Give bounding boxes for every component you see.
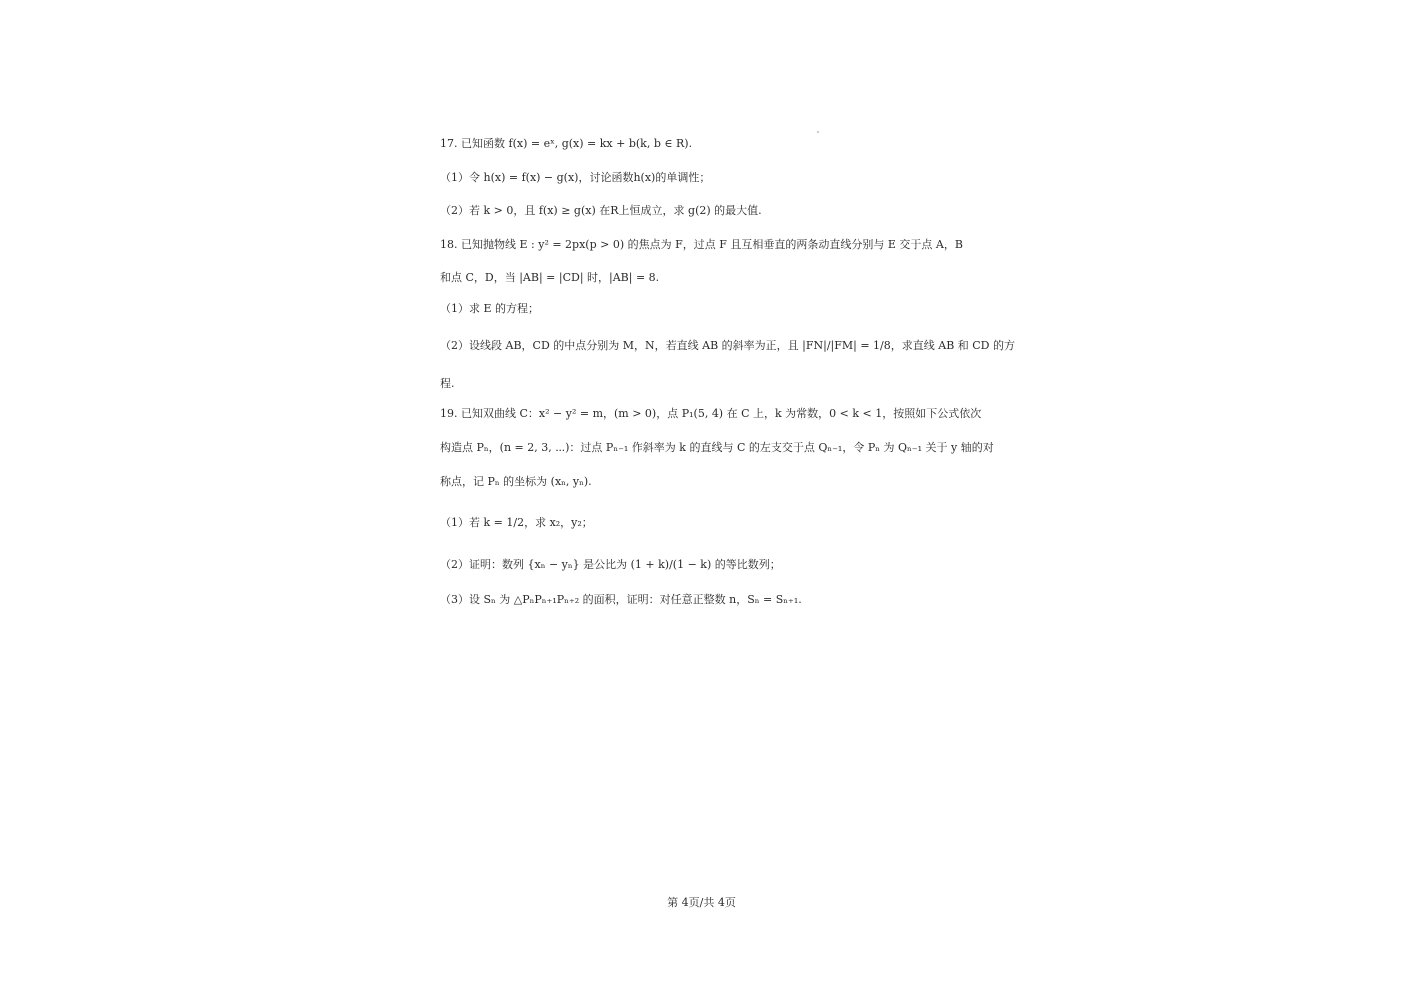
problem-18-part-1: （1）求 E 的方程；: [440, 302, 540, 315]
problem-18-text: 已知抛物线 E : y² = 2px(p > 0) 的焦点为 F，过点 F 且互相垂直的两条动直线分别与 E 交于点 A，B: [461, 238, 963, 251]
problem-18-stem-line-2: 和点 C，D，当 |AB| = |CD| 时，|AB| = 8.: [440, 271, 660, 284]
problem-19-number: 19.: [440, 407, 458, 420]
problem-17-text: 已知函数 f(x) = eˣ, g(x) = kx + b(k, b ∈ R).: [461, 137, 693, 150]
problem-19-part-3: （3）设 Sₙ 为 △PₙPₙ₊₁Pₙ₊₂ 的面积，证明：对任意正整数 n，Sₙ = Sₙ₊₁.: [440, 593, 802, 606]
scan-speck: [817, 131, 819, 133]
problem-17-part-1: （1）令 h(x) = f(x) − g(x)，讨论函数h(x)的单调性；: [440, 171, 711, 184]
problem-19-part-2: （2）证明：数列 {xₙ − yₙ} 是公比为 (1 + k)/(1 − k) 的等比数列；: [440, 558, 781, 571]
problem-18-part-2: （2）设线段 AB，CD 的中点分别为 M，N，若直线 AB 的斜率为正，且 |FN|/|FM| = 1/8，求直线 AB 和 CD 的方: [440, 339, 1016, 352]
page-footer: 第 4页/共 4页: [667, 896, 736, 909]
problem-19-part-1: （1）若 k = 1/2，求 x₂，y₂；: [440, 516, 593, 529]
problem-19-text: 已知双曲线 C：x² − y² = m，(m > 0)，点 P₁(5, 4) 在 C 上，k 为常数，0 < k < 1，按照如下公式依次: [461, 407, 982, 420]
problem-18-stem: [440, 238, 970, 252]
problem-17-stem: [440, 137, 970, 151]
problem-18-number: 18.: [440, 238, 458, 251]
problem-17-part-2: （2）若 k > 0，且 f(x) ≥ g(x) 在R上恒成立，求 g(2) 的最大值.: [440, 204, 762, 217]
problem-19-stem-line-2: 构造点 Pₙ，(n = 2, 3, ⋯)：过点 Pₙ₋₁ 作斜率为 k 的直线与 C 的左支交于点 Qₙ₋₁，令 Pₙ 为 Qₙ₋₁ 关于 y 轴的对: [440, 441, 994, 454]
problem-19-stem-line-3: 称点，记 Pₙ 的坐标为 (xₙ, yₙ).: [440, 475, 592, 488]
problem-17-number: 17.: [440, 137, 458, 150]
problem-18-part-2-cont: 程.: [440, 377, 455, 390]
problem-19-stem: [440, 407, 982, 421]
